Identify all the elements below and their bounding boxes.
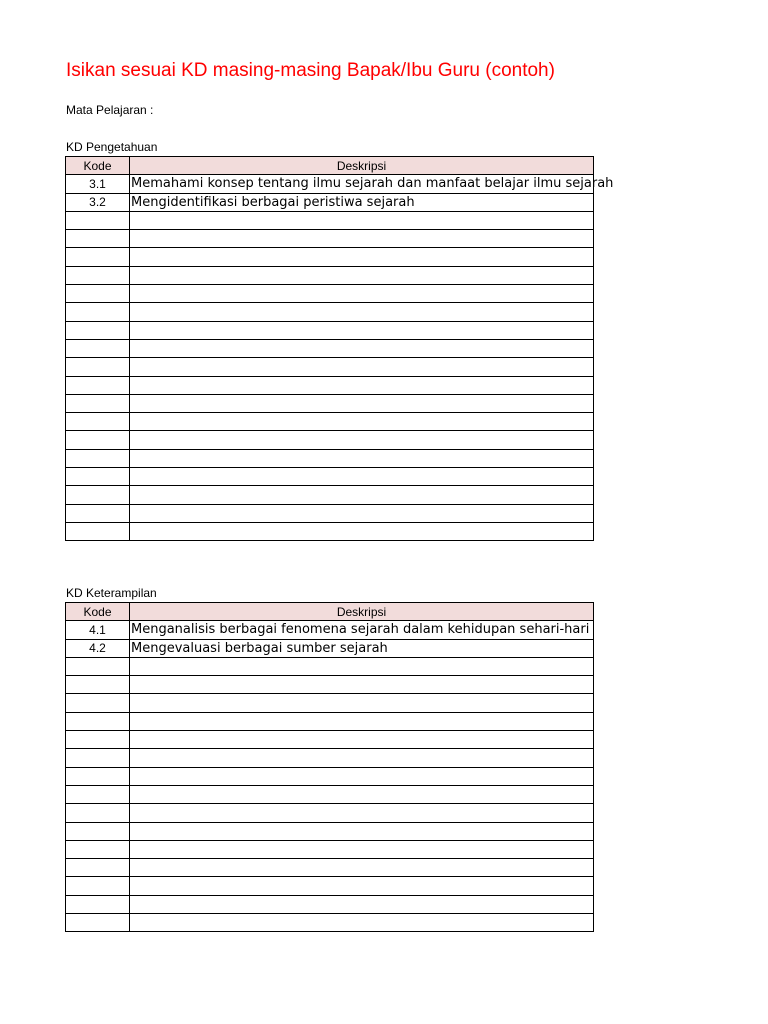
table-row [66, 731, 594, 749]
kd-description-cell[interactable] [130, 522, 594, 540]
table-row [66, 413, 594, 431]
table-row [66, 914, 594, 932]
kd-code-cell[interactable] [66, 504, 130, 522]
kd-description-cell[interactable] [130, 731, 594, 749]
table-row [66, 767, 594, 785]
table-header-row [66, 157, 594, 175]
table-row [66, 804, 594, 822]
kd-description-cell[interactable] [130, 248, 594, 266]
kd-description-cell[interactable] [130, 895, 594, 913]
kd-code-cell[interactable] [66, 859, 130, 877]
kd-description-cell[interactable] [130, 211, 594, 229]
table-row [66, 175, 594, 193]
table-header-row [66, 603, 594, 621]
table-row [66, 303, 594, 321]
kd-code-cell[interactable] [66, 376, 130, 394]
kd-description-cell[interactable] [130, 712, 594, 730]
table-row [66, 230, 594, 248]
kd-description-cell[interactable]: Menganalisis berbagai fenomena sejarah dalam kehidupan sehari-hari [130, 621, 594, 639]
table-row [66, 877, 594, 895]
kd-description-cell[interactable] [130, 486, 594, 504]
kd-code-cell[interactable] [66, 266, 130, 284]
kd-code-cell[interactable] [66, 676, 130, 694]
kd-description-cell[interactable] [130, 859, 594, 877]
table-row [66, 657, 594, 675]
table-row [66, 639, 594, 657]
kd-code-cell[interactable] [66, 358, 130, 376]
section-label-skills: KD Keterampilan [66, 586, 157, 600]
kd-code-cell[interactable] [66, 413, 130, 431]
kd-description-cell[interactable] [130, 431, 594, 449]
kd-code-cell[interactable] [66, 877, 130, 895]
table-row [66, 785, 594, 803]
kd-description-cell[interactable] [130, 468, 594, 486]
kd-description-cell[interactable] [130, 840, 594, 858]
table-row [66, 193, 594, 211]
kd-description-cell[interactable] [130, 449, 594, 467]
kd-code-cell[interactable] [66, 822, 130, 840]
table-row [66, 621, 594, 639]
kd-code-cell[interactable] [66, 694, 130, 712]
table-row [66, 676, 594, 694]
header-description: Deskripsi [130, 157, 594, 175]
kd-description-cell[interactable]: Mengidentifikasi berbagai peristiwa sejarah [130, 193, 594, 211]
kd-code-cell[interactable]: 4.1 [66, 621, 130, 639]
kd-code-cell[interactable] [66, 749, 130, 767]
table-row [66, 822, 594, 840]
kd-code-cell[interactable] [66, 522, 130, 540]
kd-code-cell[interactable] [66, 248, 130, 266]
kd-code-cell[interactable] [66, 895, 130, 913]
kd-description-cell[interactable] [130, 285, 594, 303]
kd-description-cell[interactable] [130, 749, 594, 767]
table-row [66, 694, 594, 712]
kd-description-cell[interactable] [130, 266, 594, 284]
page-title: Isikan sesuai KD masing-masing Bapak/Ibu Guru (contoh) [66, 60, 555, 81]
table-row [66, 376, 594, 394]
table-row [66, 248, 594, 266]
table-row [66, 712, 594, 730]
table-row [66, 895, 594, 913]
kd-code-cell[interactable] [66, 914, 130, 932]
kd-description-cell[interactable] [130, 339, 594, 357]
kd-code-cell[interactable] [66, 339, 130, 357]
table-row [66, 339, 594, 357]
kd-code-cell[interactable] [66, 767, 130, 785]
kd-description-cell[interactable] [130, 804, 594, 822]
kd-description-cell[interactable] [130, 877, 594, 895]
kd-description-cell[interactable] [130, 504, 594, 522]
kd-code-cell[interactable] [66, 840, 130, 858]
kd-code-cell[interactable] [66, 431, 130, 449]
kd-description-cell[interactable] [130, 914, 594, 932]
kd-code-cell[interactable] [66, 486, 130, 504]
kd-code-cell[interactable] [66, 285, 130, 303]
table-row [66, 840, 594, 858]
kd-description-cell[interactable] [130, 230, 594, 248]
kd-code-cell[interactable]: 3.1 [66, 175, 130, 193]
kd-description-cell[interactable] [130, 822, 594, 840]
table-row [66, 358, 594, 376]
kd-code-cell[interactable] [66, 303, 130, 321]
table-row [66, 321, 594, 339]
kd-description-cell[interactable] [130, 676, 594, 694]
table-row [66, 504, 594, 522]
table-row [66, 394, 594, 412]
subject-label: Mata Pelajaran : [66, 103, 154, 117]
kd-description-cell[interactable] [130, 321, 594, 339]
header-code: Kode [66, 157, 130, 175]
table-row [66, 859, 594, 877]
kd-description-cell[interactable] [130, 657, 594, 675]
kd-code-cell[interactable] [66, 321, 130, 339]
kd-code-cell[interactable]: 3.2 [66, 193, 130, 211]
kd-skills-rows [66, 621, 594, 932]
kd-knowledge-table [65, 156, 614, 541]
table-row [66, 468, 594, 486]
kd-description-cell[interactable]: Mengevaluasi berbagai sumber sejarah [130, 639, 594, 657]
section-label-knowledge: KD Pengetahuan [66, 140, 158, 154]
kd-code-cell[interactable]: 4.2 [66, 639, 130, 657]
kd-code-cell[interactable] [66, 449, 130, 467]
header-description: Deskripsi [130, 603, 594, 621]
kd-description-cell[interactable] [130, 358, 594, 376]
kd-code-cell[interactable] [66, 211, 130, 229]
kd-description-cell[interactable] [130, 785, 594, 803]
kd-code-cell[interactable] [66, 468, 130, 486]
kd-description-cell[interactable] [130, 767, 594, 785]
kd-code-cell[interactable] [66, 230, 130, 248]
kd-code-cell[interactable] [66, 712, 130, 730]
kd-description-cell[interactable] [130, 694, 594, 712]
table-row [66, 749, 594, 767]
table-row [66, 211, 594, 229]
table-row [66, 266, 594, 284]
table-row [66, 449, 594, 467]
kd-code-cell[interactable] [66, 394, 130, 412]
kd-code-cell[interactable] [66, 785, 130, 803]
kd-code-cell[interactable] [66, 731, 130, 749]
kd-description-cell[interactable] [130, 303, 594, 321]
kd-skills-table [65, 602, 594, 932]
kd-code-cell[interactable] [66, 804, 130, 822]
table-row [66, 522, 594, 540]
kd-description-cell[interactable] [130, 394, 594, 412]
kd-knowledge-rows [66, 175, 614, 541]
table-row [66, 431, 594, 449]
kd-description-cell[interactable] [130, 376, 594, 394]
kd-code-cell[interactable] [66, 657, 130, 675]
kd-description-cell[interactable] [130, 413, 594, 431]
header-code: Kode [66, 603, 130, 621]
table-row [66, 486, 594, 504]
table-row [66, 285, 594, 303]
kd-description-cell[interactable]: Memahami konsep tentang ilmu sejarah dan manfaat belajar ilmu sejarah [131, 176, 614, 192]
